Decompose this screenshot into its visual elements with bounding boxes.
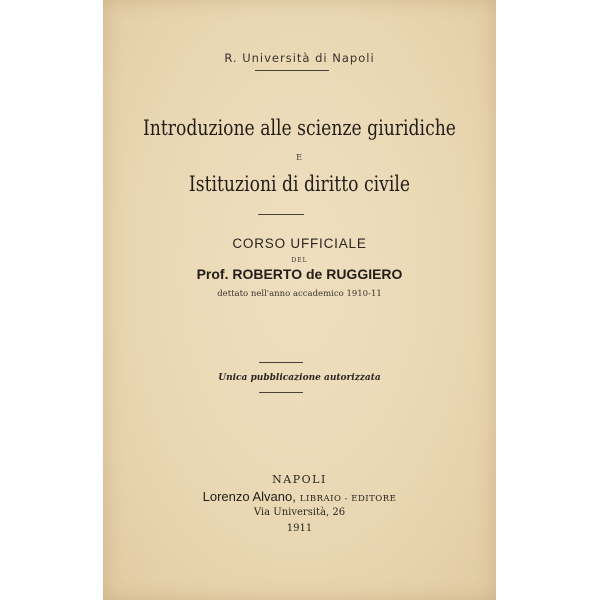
publisher-name: Lorenzo Alvano, [202, 489, 296, 504]
title-page [103, 0, 496, 600]
authorized-notice: Unica pubblicazione autorizzata [218, 373, 381, 383]
title-line-1: Introduzione alle scienze giuridiche [142, 116, 456, 140]
institution-heading: R. Università di Napoli [224, 51, 375, 65]
divider-rule [258, 214, 304, 215]
imprint-year: 1911 [286, 523, 313, 534]
imprint-publisher [103, 488, 496, 506]
divider-rule [259, 392, 303, 393]
divider-rule [255, 70, 329, 71]
imprint-city: NAPOLI [272, 473, 327, 486]
academic-year-note: dettato nell'anno accademico 1910-11 [217, 289, 382, 299]
course-by: DEL [291, 257, 308, 264]
title-conjunction: E [296, 153, 303, 162]
publisher-role: LIBRAIO - EDITORE [299, 494, 397, 504]
title-line-2: Istituzioni di diritto civile [188, 172, 411, 196]
course-label: CORSO UFFICIALE [232, 236, 367, 251]
imprint-address: Via Università, 26 [253, 507, 346, 518]
divider-rule [259, 362, 303, 363]
professor-name: Prof. ROBERTO de RUGGIERO [196, 266, 403, 282]
